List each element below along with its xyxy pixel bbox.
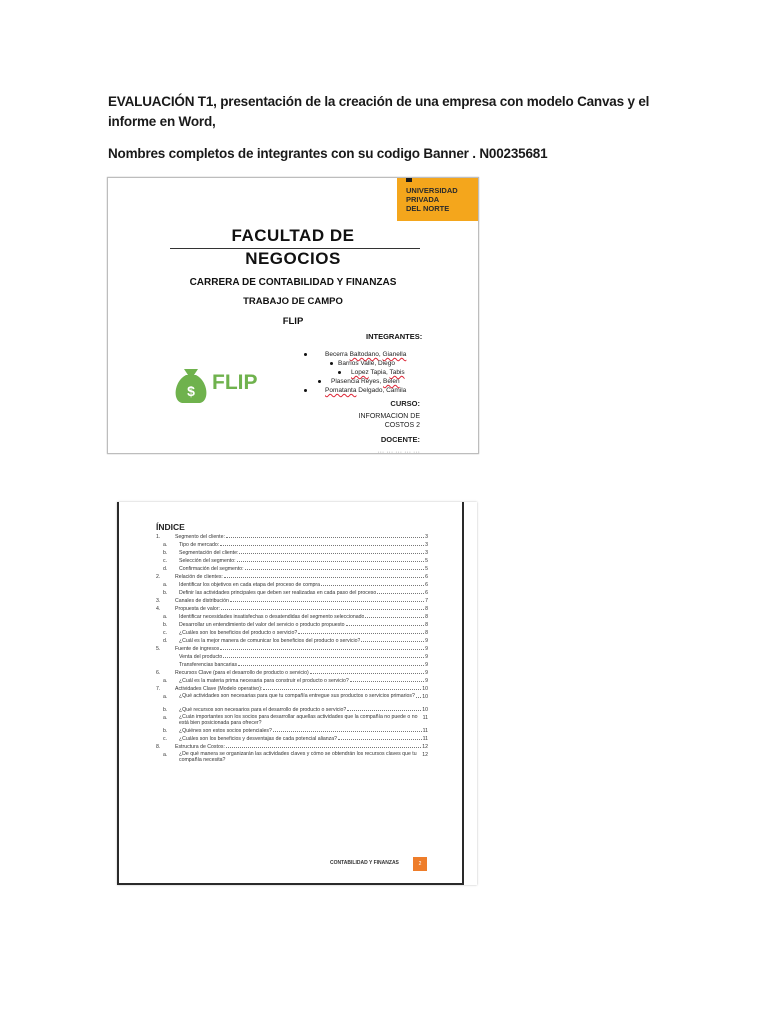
toc-entry — [156, 693, 428, 706]
toc-entry-number: a. — [163, 614, 168, 620]
toc-entry-number: a. — [163, 715, 168, 721]
toc-leader-dots — [226, 743, 421, 748]
toc-entry-page: 9 — [425, 670, 428, 676]
toc-entry-number: a. — [163, 582, 168, 588]
assignment-label: EVALUACIÓN T1 — [108, 94, 214, 109]
toc-entry-number: a. — [163, 694, 168, 700]
toc-entry — [156, 727, 428, 735]
teacher-label: DOCENTE: — [380, 435, 420, 444]
toc-entry-text: Transferencias bancarias — [179, 662, 238, 668]
toc-entry — [156, 685, 428, 693]
toc-entry-text: ¿De qué manera se organizarán las actividades claves y cómo se obtendrán los recursos claves que tu compañía necesita? — [179, 751, 417, 763]
toc-entry-text: Propuesta de valor: — [175, 606, 220, 612]
toc-entry-page: 9 — [425, 678, 428, 684]
toc-entry-number: 2. — [156, 574, 161, 580]
toc-entry-page: 3 — [425, 550, 428, 556]
toc-entry — [156, 605, 428, 613]
toc-entry-text: ¿Cuáles son los beneficios del producto o servicio? — [179, 630, 298, 636]
course-label: CURSO: — [390, 399, 420, 408]
toc-entry-text: ¿Qué recursos son necesarios para el desarrollo de producto o servicio? — [179, 707, 347, 713]
toc-leader-dots — [230, 597, 424, 602]
course-name-line2: COSTOS 2 — [384, 422, 420, 429]
money-bag-icon — [170, 361, 212, 405]
toc-leader-dots — [346, 621, 425, 626]
toc-entry-page: 8 — [425, 622, 428, 628]
toc-entry-number: a. — [163, 752, 168, 758]
members-label: INTEGRANTES: — [366, 332, 423, 341]
toc-entry-page: 6 — [425, 582, 428, 588]
member-item: Barrios Valle, Diego — [330, 360, 395, 367]
toc-entry — [156, 581, 428, 589]
toc-entry-text: Estructura de Costos: — [175, 744, 225, 750]
faculty-title-line1: FACULTAD DE — [231, 226, 355, 245]
svg-text:$: $ — [187, 383, 195, 399]
toc-entry — [156, 613, 428, 621]
toc-entry-page: 9 — [425, 654, 428, 660]
toc-entry — [156, 573, 428, 581]
toc-entry-page: 6 — [425, 574, 428, 580]
toc-entry — [156, 589, 428, 597]
toc-leader-dots — [416, 693, 421, 698]
toc-entry-page: 10 — [422, 707, 428, 713]
toc-entry-text: Relación de clientes: — [175, 574, 223, 580]
toc-entry — [156, 549, 428, 557]
toc-entry-page: 11 — [422, 715, 428, 721]
toc-entry-page: 3 — [425, 542, 428, 548]
toc-entry-page: 7 — [425, 598, 428, 604]
flip-logo-text: FLIP — [212, 371, 258, 394]
toc-leader-dots — [298, 629, 424, 634]
toc-entry-number: 7. — [156, 686, 161, 692]
teacher-name-cropped: ··· ··· ··· ··· ··· — [377, 449, 420, 454]
toc-entry-page: 5 — [425, 558, 428, 564]
toc-entry-text: Identificar los objetivos en cada etapa del proceso de compra — [179, 582, 321, 588]
toc-entry-page: 10 — [422, 694, 428, 700]
toc-leader-dots — [239, 549, 424, 554]
page-number-badge: 2 — [413, 857, 427, 871]
member-item: Becerra Baltodano, Gianella — [304, 351, 406, 358]
toc-entry-page: 10 — [422, 686, 428, 692]
toc-entry-page: 6 — [425, 590, 428, 596]
course-name-line1: INFORMACION DE — [358, 413, 420, 420]
toc-entry-number: 6. — [156, 670, 161, 676]
member-item: Lopez Tapia, Tabis — [338, 369, 405, 376]
toc-entry-text: Confirmación del segmento: — [179, 566, 244, 572]
toc-entry-text: ¿Cuáles son los beneficios y desventajas de cada potencial alianza? — [179, 736, 338, 742]
toc-leader-dots — [245, 565, 425, 570]
toc-entry-text: Desarrollar un entendimiento del valor del servicio o producto propuesto — [179, 622, 345, 628]
toc-entry-text: Canales de distribución — [175, 598, 229, 604]
toc-entry-number: d. — [163, 638, 168, 644]
toc-entry-text: Segmentación del cliente: — [179, 550, 239, 556]
toc-entry-page: 5 — [425, 566, 428, 572]
toc-entry — [156, 653, 428, 661]
toc-leader-dots — [273, 727, 422, 732]
toc-entry — [156, 706, 428, 714]
toc-entry-text: Recursos Clave (para el desarrollo de producto o servicio) — [175, 670, 309, 676]
faculty-title-line2: NEGOCIOS — [245, 249, 341, 268]
toc-entry — [156, 621, 428, 629]
member-item: Pomatanta Delgado, Camila — [304, 387, 406, 394]
toc-entry-number: 5. — [156, 646, 161, 652]
logo-line: DEL NORTE — [406, 204, 450, 213]
toc-entry-page: 8 — [425, 614, 428, 620]
cover-page-image — [107, 177, 479, 454]
toc-entry-text: Definir las actividades principales que deben ser realizadas en cada paso del proceso — [179, 590, 377, 596]
members-heading: Nombres completos de integrantes con su codigo Banner . N00235681 — [108, 146, 548, 161]
toc-entry-number: c. — [163, 736, 168, 742]
toc-leader-dots — [263, 685, 421, 690]
assignment-description: , presentación de la creación de una empresa con modelo Canvas y el informe en Word, — [108, 94, 650, 129]
toc-leader-dots — [377, 589, 424, 594]
career-title: CARRERA DE CONTABILIDAD Y FINANZAS — [189, 277, 397, 288]
toc-entry — [156, 743, 428, 751]
toc-entry-number: b. — [163, 728, 168, 734]
toc-entry — [156, 661, 428, 669]
toc-entry — [156, 677, 428, 685]
toc-entry-page: 12 — [422, 752, 428, 758]
university-logo — [397, 178, 479, 221]
toc-entry — [156, 645, 428, 653]
toc-entry-page: 3 — [425, 534, 428, 540]
toc-entry-text: ¿Cuál es la materia prima necesaria para construir el producto o servicio? — [179, 678, 349, 684]
member-item: Plasencia Reyes, Belen — [318, 378, 400, 385]
toc-entry-page: 8 — [425, 630, 428, 636]
toc-entry — [156, 597, 428, 605]
toc-entry-text: Fuente de ingresos — [175, 646, 220, 652]
toc-entry-page: 9 — [425, 662, 428, 668]
toc-leader-dots — [224, 573, 424, 578]
toc-entry — [156, 735, 428, 743]
toc-entry-number: 8. — [156, 744, 161, 750]
toc-entry — [156, 557, 428, 565]
toc-entry-page: 9 — [425, 638, 428, 644]
toc-leader-dots — [220, 645, 424, 650]
toc-entry — [156, 637, 428, 645]
toc-leader-dots — [221, 605, 424, 610]
toc-entry — [156, 533, 428, 541]
toc-entry — [156, 541, 428, 549]
toc-entry — [156, 629, 428, 637]
page-footer: CONTABILIDAD Y FINANZAS — [330, 860, 399, 866]
index-page-image — [117, 502, 477, 885]
toc-entry-number: c. — [163, 558, 168, 564]
toc-entry-text: Selección del segmento: — [179, 558, 236, 564]
toc-leader-dots — [365, 613, 424, 618]
toc-entry-text: ¿Cuán importantes son los socios para desarrollar aquellas actividades que la compañía no puede o no está bien posicionada para ofrecer? — [179, 714, 418, 726]
toc-entry-page: 9 — [425, 646, 428, 652]
toc-entry — [156, 669, 428, 677]
toc-entry-text: ¿Quiénes son estos socios potenciales? — [179, 728, 272, 734]
toc-entry-text: Tipo de mercado: — [179, 542, 220, 548]
work-title: TRABAJO DE CAMPO — [243, 296, 343, 307]
toc-entry-text: Actividades Clave (Modelo operativo): — [175, 686, 263, 692]
toc-leader-dots — [310, 669, 424, 674]
toc-entry-number: b. — [163, 622, 168, 628]
logo-line: PRIVADA — [406, 195, 440, 204]
table-of-contents — [156, 533, 428, 764]
index-title: ÍNDICE — [156, 522, 185, 532]
toc-entry-text: Venta del producto — [179, 654, 223, 660]
toc-entry-number — [156, 661, 179, 669]
toc-entry-number: a. — [163, 678, 168, 684]
toc-leader-dots — [321, 581, 424, 586]
toc-leader-dots — [347, 706, 421, 711]
toc-entry-page: 12 — [422, 744, 428, 750]
toc-leader-dots — [238, 661, 424, 666]
toc-entry — [156, 565, 428, 573]
toc-leader-dots — [338, 735, 422, 740]
toc-leader-dots — [361, 637, 424, 642]
toc-entry-number: 3. — [156, 598, 161, 604]
toc-entry-page: 11 — [422, 736, 428, 742]
toc-entry-number: c. — [163, 630, 168, 636]
toc-entry-page: 8 — [425, 606, 428, 612]
toc-entry-number: 1. — [156, 534, 161, 540]
assignment-heading — [108, 92, 668, 132]
toc-entry-number: 4. — [156, 606, 161, 612]
toc-entry-number: b. — [163, 590, 168, 596]
toc-entry-text: Identificar necesidades insatisfechas o desatendidas del segmento seleccionado — [179, 614, 365, 620]
toc-entry-text: ¿Qué actividades son necesarias para que tu compañía entregue sus productos o servicios primarios? — [179, 693, 415, 699]
toc-leader-dots — [350, 677, 424, 682]
logo-line: UNIVERSIDAD — [406, 186, 458, 195]
project-title: FLIP — [282, 316, 304, 327]
toc-entry-page: 11 — [422, 728, 428, 734]
toc-leader-dots — [220, 541, 424, 546]
toc-entry-number: b. — [163, 550, 168, 556]
toc-entry-text: ¿Cuál es la mejor manera de comunicar los beneficios del producto o servicio? — [179, 638, 361, 644]
toc-leader-dots — [226, 533, 424, 538]
toc-leader-dots — [223, 653, 424, 658]
toc-entry-number: a. — [163, 542, 168, 548]
toc-entry-number: b. — [163, 707, 168, 713]
toc-leader-dots — [237, 557, 425, 562]
toc-entry-number: d. — [163, 566, 168, 572]
toc-entry-number — [156, 653, 179, 661]
toc-entry — [156, 751, 428, 764]
toc-entry — [156, 714, 428, 727]
toc-entry-text: Segmento del cliente: — [175, 534, 225, 540]
